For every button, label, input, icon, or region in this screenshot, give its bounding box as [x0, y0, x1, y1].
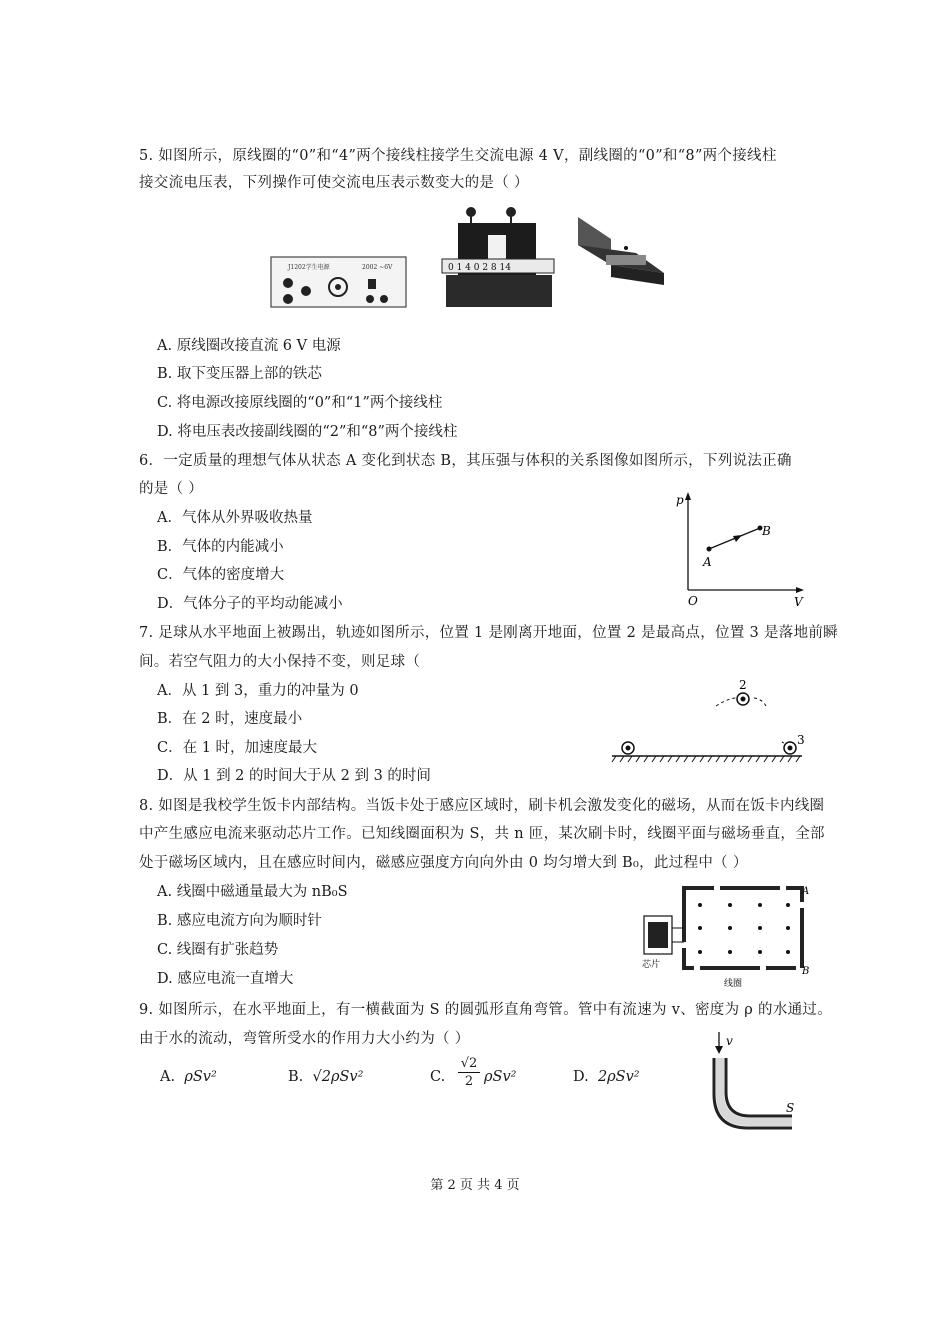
q9-option-c-fraction	[458, 1055, 480, 1090]
q5-figure	[266, 205, 676, 310]
q5-option-b: B. 取下变压器上部的铁芯	[157, 366, 322, 382]
q6-line2: 的是（ ）	[139, 481, 204, 497]
q9-option-a-expr: ρSv²	[184, 1069, 217, 1085]
graph-x-label: V	[794, 595, 803, 609]
chip-label: 芯片	[642, 960, 661, 970]
q6-option-a: A．气体从外界吸收热量	[157, 510, 313, 526]
q9-option-c	[430, 1067, 445, 1087]
q9-option-a	[160, 1067, 217, 1087]
q7-line1: 7. 足球从水平地面上被踢出，轨迹如图所示，位置 1 是刚离开地面，位置 2 是最高点，位置 3 是落地前瞬	[139, 625, 838, 641]
ball-label-2: 2	[739, 678, 747, 692]
q8-line3: 处于磁场区域内，且在感应时间内，磁感应强度方向向外由 0 均匀增大到 B₀，此过程中（ ）	[139, 855, 748, 871]
q8-line2: 中产生感应电流来驱动芯片工作。已知线圈面积为 S，共 n 匝，某次刷卡时，线圈平面与磁场垂直，全部	[139, 826, 825, 842]
q8-option-b: B. 感应电流方向为顺时针	[157, 913, 322, 929]
graph-point-a: A	[703, 555, 712, 569]
q7-option-d: D．从 1 到 2 的时间大于从 2 到 3 的时间	[157, 768, 431, 784]
q5-option-d: D. 将电压表改接副线圈的“2”和“8”两个接线柱	[157, 424, 458, 440]
coil-end-b: B	[802, 966, 810, 977]
q8-line1: 8. 如图是我校学生饭卡内部结构。当饭卡处于感应区域时，刷卡机会激发变化的磁场，从而在饭卡内线圈	[139, 798, 825, 814]
q7-option-c: C．在 1 时，加速度最大	[157, 740, 318, 756]
q7-football-figure	[606, 676, 806, 766]
power-supply-image	[271, 257, 406, 307]
q9-bent-pipe-figure	[706, 1026, 806, 1134]
voltmeter-image	[578, 217, 664, 285]
power-supply-label: J1202学生电源	[288, 264, 330, 271]
q9-option-b-expr: √2ρSv²	[312, 1069, 364, 1085]
graph-y-label: p	[676, 493, 684, 507]
q9-option-a-label: A.	[160, 1069, 176, 1085]
graph-origin: O	[688, 594, 698, 608]
q9-option-d-label: D.	[573, 1069, 589, 1085]
q7-option-a: A．从 1 到 3，重力的冲量为 0	[157, 683, 359, 699]
q9-option-c-label: C.	[430, 1069, 446, 1085]
q9-option-c-numerator: √2	[458, 1055, 480, 1073]
q6-option-b: B．气体的内能减小	[157, 539, 284, 555]
q9-option-b	[288, 1067, 363, 1087]
q9-option-d	[573, 1067, 640, 1087]
power-supply-label2: 2002 ~6V	[362, 264, 393, 271]
q8-option-a: A. 线圈中磁通量最大为 nB₀S	[157, 884, 348, 900]
q9-option-c-denominator: 2	[464, 1074, 474, 1089]
transformer-ticks: 0 1 4 0 2 8 14	[448, 263, 511, 273]
q8-option-c: C. 线圈有扩张趋势	[157, 942, 279, 958]
ball-label-3: 3	[797, 733, 805, 747]
page-footer: 第 2 页 共 4 页	[430, 1178, 520, 1193]
q5-line1: 5. 如图所示，原线圈的“0”和“4”两个接线柱接学生交流电源 4 V，副线圈的“0”和“8”两个接线柱	[139, 148, 777, 164]
q5-line2: 接交流电压表，下列操作可使交流电压表示数变大的是（ ）	[139, 175, 529, 191]
q9-option-d-expr: 2ρSv²	[597, 1069, 640, 1085]
q7-line2: 间。若空气阻力的大小保持不变，则足球（	[139, 654, 421, 670]
q6-pv-graph	[672, 488, 812, 613]
graph-point-b: B	[762, 524, 771, 538]
q9-line2: 由于水的流动，弯管所受水的作用力大小约为（ ）	[139, 1031, 470, 1047]
coil-end-a: A	[802, 886, 810, 897]
q9-option-c-tail: ρSv²	[484, 1069, 517, 1085]
q5-option-c: C. 将电源改接原线圈的“0”和“1”两个接线柱	[157, 395, 443, 411]
q5-option-a: A. 原线圈改接直流 6 V 电源	[157, 338, 341, 354]
pipe-velocity-label: v	[726, 1034, 733, 1048]
q8-card-figure	[636, 880, 816, 990]
q9-line1: 9. 如图所示，在水平地面上，有一横截面为 S 的圆弧形直角弯管。管中有流速为 v、密度为 ρ 的水通过。	[139, 1002, 833, 1018]
q9-option-b-label: B.	[288, 1069, 304, 1085]
q8-option-d: D. 感应电流一直增大	[157, 971, 294, 987]
transformer-image	[442, 207, 554, 307]
q6-option-d: D．气体分子的平均动能减小	[157, 596, 343, 612]
q6-line1: 6．一定质量的理想气体从状态 A 变化到状态 B，其压强与体积的关系图像如图所示，下列说法正确	[139, 453, 792, 469]
pipe-area-label: S	[786, 1101, 795, 1115]
q7-option-b: B．在 2 时，速度最小	[157, 711, 303, 727]
q6-option-c: C．气体的密度增大	[157, 567, 285, 583]
coil-label: 线圈	[724, 979, 743, 989]
